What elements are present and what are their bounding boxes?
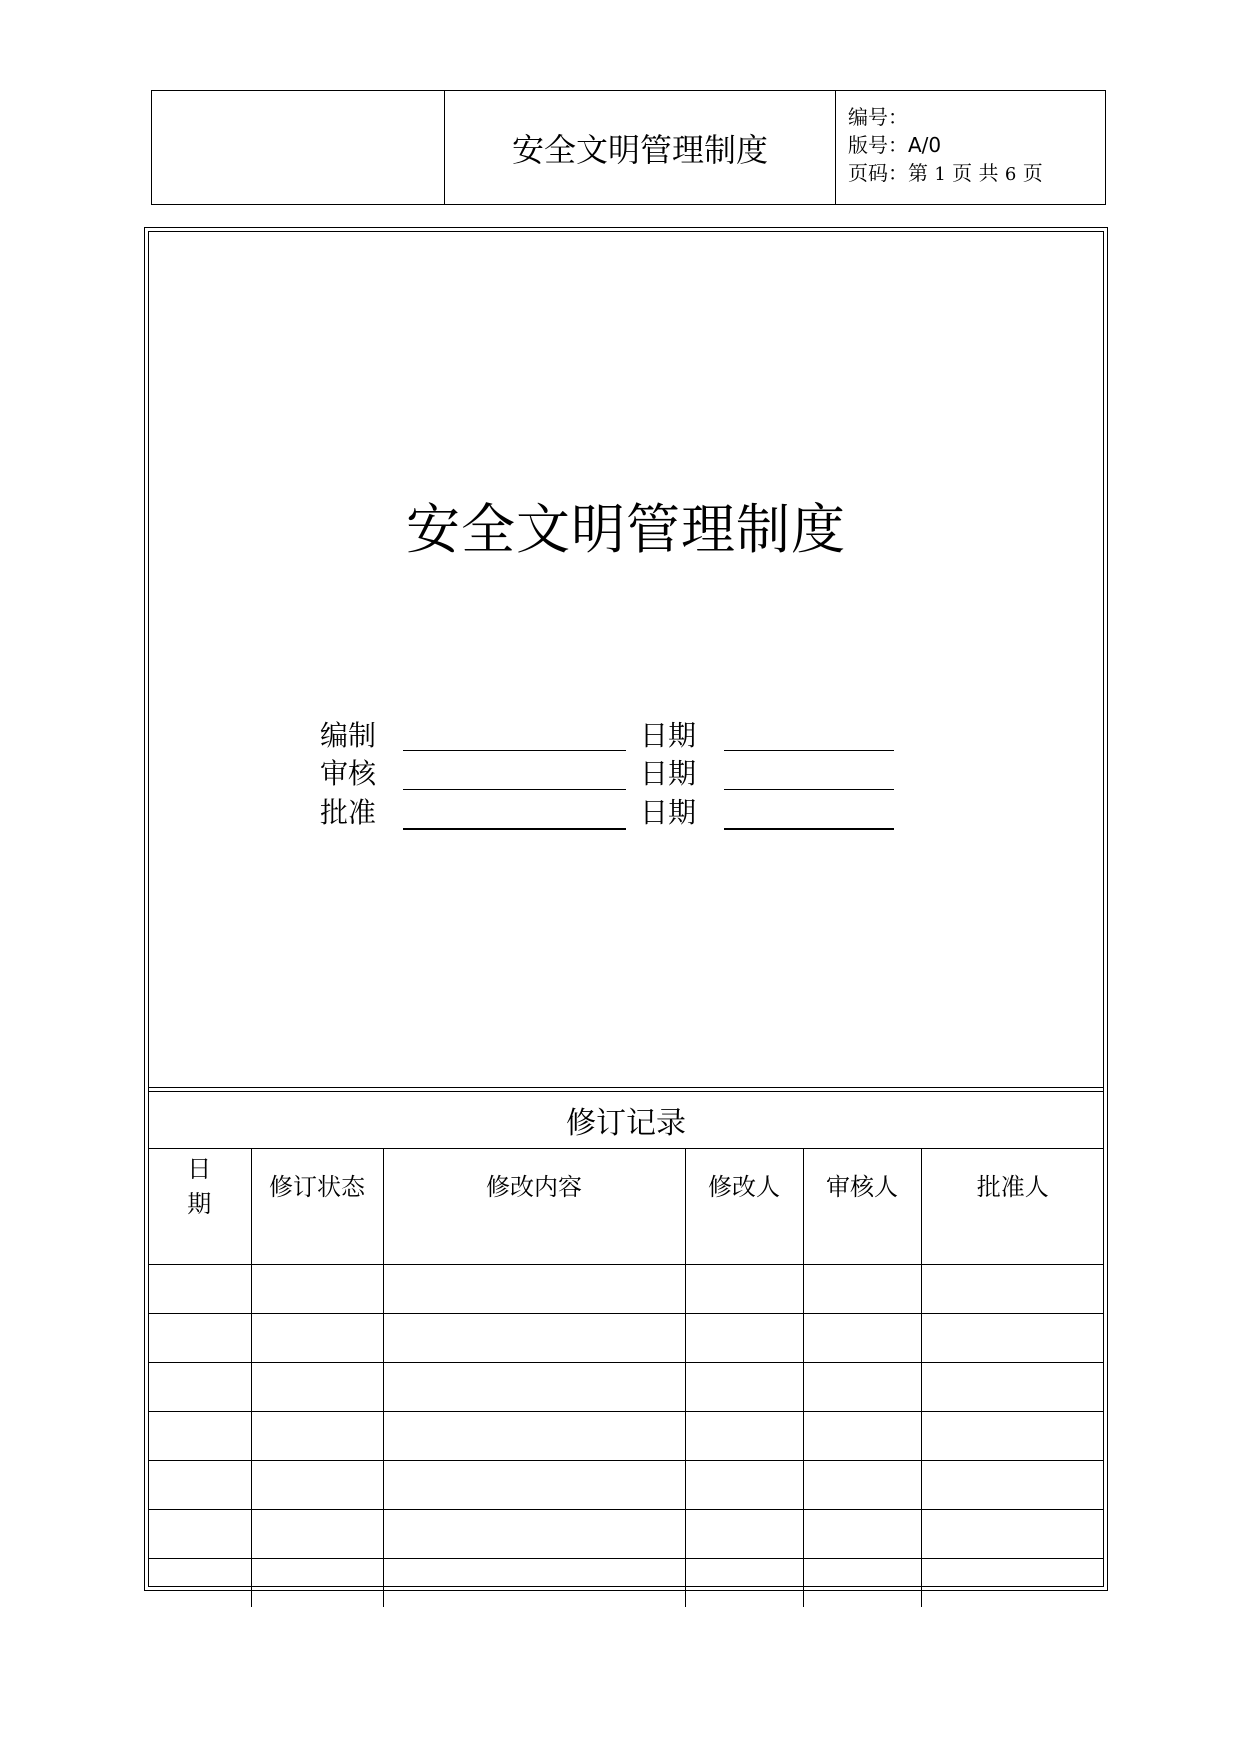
cell-reviewer: [803, 1219, 921, 1265]
signature-role: 审核: [320, 757, 377, 790]
cell-approver: [921, 1219, 1104, 1265]
cell-status: [251, 1363, 383, 1412]
cell-content: [383, 1314, 685, 1363]
revision-title: 修订记录: [148, 1092, 1104, 1149]
page-number: [848, 159, 1105, 189]
cell-date: [148, 1265, 251, 1314]
table-header-row: [148, 1149, 1104, 1219]
signature-role: 编制: [320, 719, 377, 752]
cover-title: 安全文明管理制度: [406, 498, 846, 561]
cell-modifier: [685, 1461, 803, 1510]
cell-reviewer: [803, 1314, 921, 1363]
table-row: [148, 1265, 1104, 1314]
cell-approver: [921, 1461, 1104, 1510]
page-label-mid: 页 共: [952, 161, 999, 185]
page-current: 1: [934, 164, 946, 185]
cell-status: [251, 1461, 383, 1510]
table-row: [148, 1461, 1104, 1510]
cell-reviewer: [803, 1461, 921, 1510]
cell-status: [251, 1559, 383, 1608]
page-label-prefix: 页码：第: [848, 161, 928, 185]
cell-modifier: [685, 1363, 803, 1412]
cell-content: [383, 1265, 685, 1314]
cell-approver: [921, 1559, 1104, 1608]
header-title: 安全文明管理制度: [445, 91, 836, 204]
header-meta: [836, 91, 1105, 204]
column-header-modifier: 修改人: [685, 1149, 803, 1219]
cell-approver: [921, 1412, 1104, 1461]
revision-record: [148, 1092, 1104, 1607]
cell-modifier: [685, 1219, 803, 1265]
column-header-status: 修订状态: [251, 1149, 383, 1219]
signature-role: 批准: [320, 796, 377, 829]
cell-date: [148, 1510, 251, 1559]
cell-date: [148, 1219, 251, 1265]
cell-content: [383, 1219, 685, 1265]
column-header-reviewer: 审核人: [803, 1149, 921, 1219]
page-total: 6: [1004, 164, 1017, 185]
cell-approver: [921, 1510, 1104, 1559]
document-version: 版号：A/0: [848, 133, 942, 157]
table-row: [148, 1559, 1104, 1608]
cell-status: [251, 1412, 383, 1461]
date-label: 日期: [640, 719, 697, 752]
cell-content: [383, 1363, 685, 1412]
cell-content: [383, 1461, 685, 1510]
cell-date: [148, 1461, 251, 1510]
cell-reviewer: [803, 1510, 921, 1559]
cell-status: [251, 1314, 383, 1363]
cell-content: [383, 1559, 685, 1608]
table-row: [148, 1314, 1104, 1363]
cell-status: [251, 1265, 383, 1314]
cell-approver: [921, 1363, 1104, 1412]
revision-table: [148, 1149, 1104, 1607]
header-logo-cell: [152, 91, 445, 204]
cell-content: [383, 1510, 685, 1559]
document-code: 编号：: [848, 105, 908, 129]
date-label: 日期: [640, 757, 697, 790]
table-row: [148, 1510, 1104, 1559]
cell-reviewer: [803, 1412, 921, 1461]
column-header-content: 修改内容: [383, 1149, 685, 1219]
document-header: [151, 90, 1106, 205]
cell-reviewer: [803, 1363, 921, 1412]
cell-reviewer: [803, 1559, 921, 1608]
cell-status: [251, 1219, 383, 1265]
cell-reviewer: [803, 1265, 921, 1314]
table-row: [148, 1219, 1104, 1265]
cell-modifier: [685, 1510, 803, 1559]
cell-date: [148, 1412, 251, 1461]
date-label: 日期: [640, 796, 697, 829]
column-header-date: 日期: [148, 1149, 251, 1219]
cell-modifier: [685, 1314, 803, 1363]
cell-content: [383, 1412, 685, 1461]
revision-rows: [148, 1219, 1104, 1607]
page-label-suffix: 页: [1022, 161, 1043, 185]
cell-modifier: [685, 1412, 803, 1461]
cell-date: [148, 1559, 251, 1608]
column-header-approver: 批准人: [921, 1149, 1104, 1219]
cell-approver: [921, 1314, 1104, 1363]
cell-date: [148, 1363, 251, 1412]
cell-modifier: [685, 1559, 803, 1608]
cell-approver: [921, 1265, 1104, 1314]
table-row: [148, 1363, 1104, 1412]
cell-status: [251, 1510, 383, 1559]
cover-section: [148, 231, 1104, 1088]
cell-modifier: [685, 1265, 803, 1314]
cell-date: [148, 1314, 251, 1363]
table-row: [148, 1412, 1104, 1461]
